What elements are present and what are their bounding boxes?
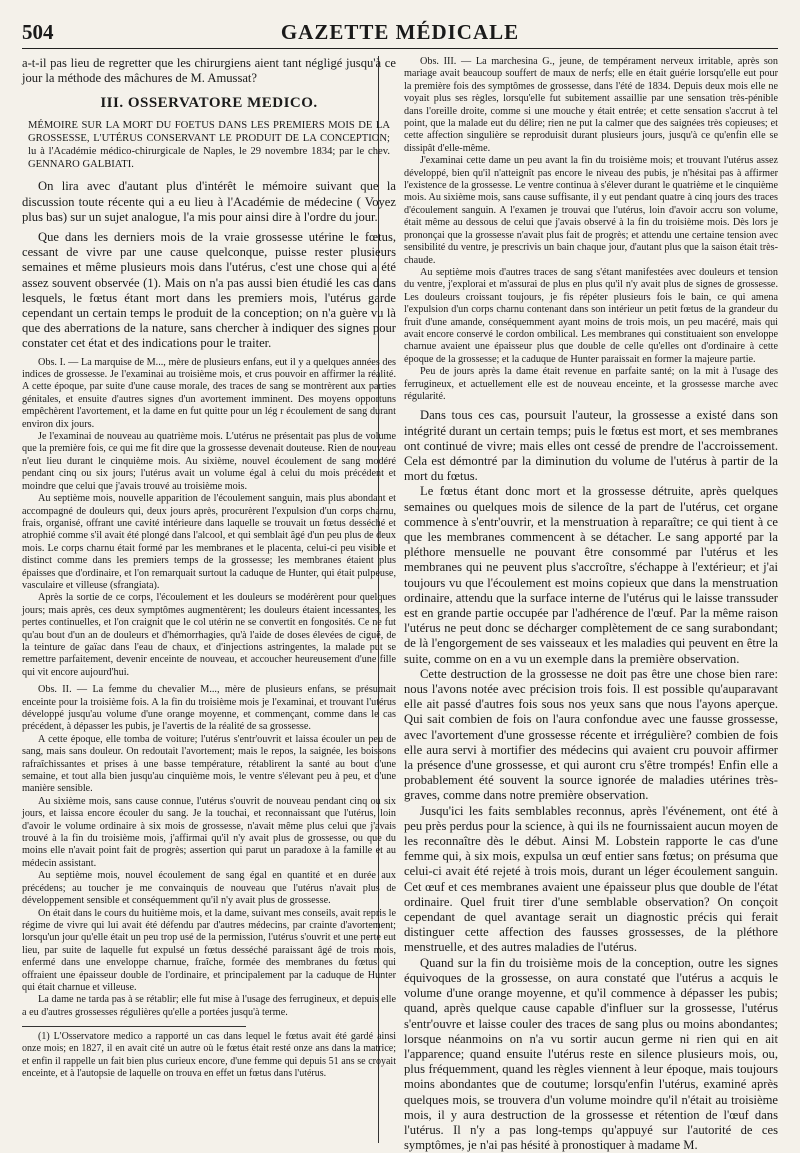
body-paragraph: On lira avec d'autant plus d'intérêt le mémoire suivant que la discussion toute récente qui a eu lieu à l'Académie de médecine ( Voyez plus bas) sur un sujet analogue, l'a mis pour ainsi dire à l'ordre du jour. <box>22 179 396 224</box>
footnote: (1) L'Osservatore medico a rapporté un cas dans lequel le fœtus avait été gardé ainsi onze mois; en 1827, il en avait cité un autre où le fœtus était resté onze ans dans la matrice; et enfin il rappelle un fait bien plus curieux encore, d'une femme qui depuis 51 ans se croyait enceinte, et à l'autopsie de laquelle on trouva en effet un fœtus dans l'utérus. <box>22 1031 396 1079</box>
body-paragraph: Cette destruction de la grossesse ne doit pas être une chose bien rare: nous l'avons notée avec précision trois fois. Il est possible qu'auparavant elle ait passé d'autres fois sous nos yeux sans que nous l'ayons aperçue. Qui sait combien de fois on l'aura confondue avec une fausse grossesse, avec l'avortement d'une grossesse récente et irrégulière? combien de fois elle aura servi à mortifier des médecins qui avaient cru pouvoir affirmer la présence d'une grossesse, et qui auront cru s'être trompés! Enfin elle a probablement été souvent la source ignorée de maladies utérines très-graves, comme dans notre première observation. <box>404 666 778 803</box>
observation-3: Au septième mois d'autres traces de sang s'étant manifestées avec douleurs et tension du ventre, j'explorai et m'assurai de plus en plus qu'il n'y avait plus de signes de grossesse. Les douleurs croissant toujours, je fis répéter plusieurs fois le bain, ce qui amena l'expulsion d'un corps charnu contenant dans son intérieur un petit fœtus de la grandeur du fruit d'une amande, conséquemment ayant moins de trois mois, un peu macéré, mais qui avait encore conservé le cordon ombilical. Les membranes qui constituaient son enveloppe charnue avaient une épaisseur plus que double de celle qu'elles ont d'ordinaire à cette époque de la grossesse; et la caduque de Hunter paraissait en former la majeure partie. <box>404 266 778 365</box>
body-paragraph: Dans tous ces cas, poursuit l'auteur, la grossesse a existé dans son intégrité durant un certain temps; puis le fœtus est mort, et ses membranes ont continué de vivre; mais elles ont cessé de prendre de l'accroissement. Cela est démontré par la diminution du volume de l'utérus à partir de la mort du fœtus. <box>404 408 778 484</box>
observation-1: Obs. I. — La marquise de M..., mère de plusieurs enfans, eut il y a quelques années des indices de grossesse. Je l'examinai au troisième mois, et crus pouvoir en affirmer la réalité. A cette époque, par suite d'une cause morale, des traces de sang se montrèrent aux parties génitales, et ensuite d'autres signes d'un avortement imminent. Des moyens opportuns empêchèrent l'avortement, et la dame en fut quitte pour un lég r écoulement de sang durant environ dix jours. <box>22 356 396 430</box>
observation-3: Peu de jours après la dame était revenue en parfaite santé; on la mit à l'usage des ferrugineux, et actuellement elle est de nouveau enceinte, et la grossesse marche avec régularité. <box>404 366 778 402</box>
section-title: III. OSSERVATORE MEDICO. <box>100 95 318 112</box>
observation-1: Après la sortie de ce corps, l'écoulement et les douleurs se modérèrent pour quelques jours; mais après, ces deux symptômes augmentèrent; les douleurs étaient incessantes, les pertes continuelles, et l'on craignit que le col utérin ne se convertit en fongosités. Ce ne fut qu'au bout d'un an de douleurs et d'hémorrhagies, qu'à l'aide de doses élevées de ciguë, de la teinture de gaïac dans l'eau de chaux, et d'injections astringentes, la malade put se remettre parfaitement, devenir enceinte de nouveau, et accoucher heureusement d'une fille qui vit encore aujourd'hui. <box>22 592 396 678</box>
intro-paragraph: a-t-il pas lieu de regretter que les chirurgiens aient tant négligé jusqu'à ce jour la méthode des mâchures de M. Amussat? <box>22 56 396 86</box>
footnote-rule <box>22 1026 246 1027</box>
observation-1: Je l'examinai de nouveau au quatrième mois. L'utérus ne présentait pas plus de volume que la première fois, ce qui me fit dire que la grossesse devenait douteuse. Rien de nouveau n'eut lieu durant le cinquième mois. Au sixième, nouvel écoulement de sang modéré pendant cinq ou six jours; l'utérus avait un volume égal à celui du mois précédent et moindre que celui que j'avais trouvé au troisième mois. <box>22 431 396 492</box>
body-paragraph: Que dans les derniers mois de la vraie grossesse utérine le fœtus, cessant de vivre par une cause quelconque, puisse rester plusieurs semaines et même plusieurs mois dans l'utérus, c'est une chose qui a été assez souvent observée (1). Mais on n'a pas aussi bien étudié les cas dans lesquels, le fœtus étant mort dans les premiers mois, l'utérus garde cependant un certain temps le produit de la conception; on n'a guère vu là que des aberrations de la nature, sans chercher à indiquer des signes pour constater cet état et des indications pour le traiter. <box>22 230 396 351</box>
left-column <box>22 56 396 1143</box>
body-paragraph: Le fœtus étant donc mort et la grossesse détruite, après quelques semaines ou quelques mois de silence de la part de l'utérus, cet organe commence à s'entr'ouvrir, et la menstruation à reparaître; ce qui tient à ce que les membranes commencent à se détacher. Le sang apporté par la pléthore mensuelle ne pouvant être consommé par l'utérus et les membranes qui ne peuvent plus s'accroître, s'échappe à l'extérieur; et j'ai toujours vu que l'écoulement est moins copieux que dans la menstruation ordinaire, attendu que la surface interne de l'utérus qui le laisse transsuder est en grande partie occupée par l'adhérence de l'œuf. Par la même raison l'utérus ne peut donc se décharger complètement de ce sang surabondant; de là l'engorgement de ses vaisseaux et les maladies qui peuvent en être la suite, comme on en a vu un exemple dans la première observation. <box>404 484 778 666</box>
observation-2: Au sixième mois, sans cause connue, l'utérus s'ouvrit de nouveau pendant cinq ou six jours, et laissa encore écouler du sang. Je la touchai, et reconnaissant que l'utérus, loin d'avoir le volume ordinaire à six mois de grossesse, n'avait même plus celui que j'avais trouvé à la fin du troisième mois, j'affirmai qu'il n'y avait plus de grossesse, ou que du moins elle n'avait point fait de progrès; assertion qui parut un paradoxe à la famille et au médecin assistant. <box>22 795 396 869</box>
running-header <box>22 14 778 49</box>
memoire-title: MÉMOIRE SUR LA MORT DU FOETUS DANS LES PREMIERS MOIS DE LA GROSSESSE, L'UTÉRUS CONSERVANT LE PRODUIT DE LA CONCEPTION; lu à l'Académie médico-chirurgicale de Naples, le 29 novembre 1834; par le chev. GENNARO GALBIATI. <box>28 120 390 171</box>
page-number: 504 <box>22 20 54 44</box>
observation-2: On était dans le cours du huitième mois, et la dame, suivant mes conseils, avait repris le régime de vivre qui lui avait été défendu par d'autres médecins, par crainte d'avortement; lorsqu'un jour qu'elle était un peu trop usé de la permission, l'utérus s'ouvrit et une perte eut lieu, par suite de laquelle fut expulsé un fœtus desséché paraissant âgé de trois mois, enfermé dans une enveloppe charnue, fraîche, formée des membranes du fœtus qui offraient une épaisseur double de l'ordinaire, et principalement par la caduque de Hunter qui était charnue et villeuse. <box>22 907 396 993</box>
observation-3: J'examinai cette dame un peu avant la fin du troisième mois; et trouvant l'utérus assez développé, bien qu'il n'atteignît pas encore le niveau des pubis, je n'hésitai pas à affirmer l'existence de la grossesse. Le ventre continua à s'élever durant le quatrième et le cinquième mois. Au sixième mois, sans cause suffisante, il y eut pendant quatre à cinq jours des traces d'écoulement sanguin. A l'examen je trouvai que l'utérus, loin d'avoir accru son volume, était même au dessous de celui que j'avais observé à la fin du troisième mois. Dès lors je prononçai que la grossesse n'avait plus fait de progrès; et attendu une certaine tension avec sensibilité du ventre, je prescrivis un bain chaque jour, d'autant plus que la saison était très-chaude. <box>404 155 778 266</box>
observation-1: Au septième mois, nouvelle apparition de l'écoulement sanguin, mais plus abondant et accompagné de douleurs qui, deux jours après, procurèrent l'expulsion d'un corps charnu, frais, organisé, offrant une cavité intérieure dans laquelle se trouvait un fœtus desséché et atrophié comme s'il avait été plongé dans l'alcool, et qui semblait âgé d'un peu plus de deux mois. Le corps charnu était formé par les membranes et le placenta, celui-ci peu visible et distinct comme dans les premiers temps de la grossesse; les membranes étaient plus épaisses que d'ordinaire, et l'on remarquait surtout la caduque de Hunter, qui était pulpeuse, vasculaire et villeuse (sfrangiata). <box>22 493 396 591</box>
right-column <box>404 56 778 1153</box>
observation-2: La dame ne tarda pas à se rétablir; elle fut mise à l'usage des ferrugineux, et depuis elle a eu d'autres grossesses régulières qu'elle a portées jusqu'à terme. <box>22 994 396 1018</box>
observation-2: A cette époque, elle tomba de voiture; l'utérus s'entr'ouvrit et laissa écouler un peu de sang, mais sans douleur. On redoutait l'avortement; mais le repos, la saignée, les boissons rafraîchissantes et prises à une basse température, rétablirent la santé au bout d'une semaine, et tout alla bien jusqu'au cinquième mois, le ventre s'élevant peu à peu, et d'une manière sensible. <box>22 733 396 795</box>
body-paragraph: Jusqu'ici les faits semblables reconnus, après l'événement, ont été à peu près perdus pour la science, à qui ils ne fournissaient aucun moyen de les reconnaître dès le début. Ainsi M. Lobstein rapporte le cas d'une femme qui, à six mois, expulsa un œuf entier sans fœtus; on présuma que celui-ci avait été rejeté à trois mois, durant un léger écoulement sanguin. Cet œuf et ces membranes avaient une épaisseur plus que double de l'état ordinaire. Quel fruit tirer d'une semblable observation? On conçoit cependant de quel avantage serait un diagnostic précis qui ferait distinguer cette affection des fausses grossesses, de la pléthore menstruelle, et des autres maladies de l'utérus. <box>404 803 778 955</box>
body-paragraph: Quand sur la fin du troisième mois de la conception, outre les signes équivoques de la grossesse, on aura constaté que l'utérus a acquis le volume d'une orange moyenne, et qu'il commence à dépasser les pubis; quand, après quelque cause capable d'influer sur la grossesse, l'utérus s'entr'ouvre et laisse couler des traces de sang plus ou moins abondantes; lorsque néanmoins on n'a vu sortir aucun germe ni rien qui en ait l'apparence; quand ensuite l'utérus reste en silence plusieurs mois, ou, plus fréquemment, quand les règles viennent à leur époque, mais toujours moins abondantes que de coutume; lorsqu'enfin l'utérus, examiné après quelques mois, se trouvera d'un volume moindre qu'il n'était au troisième mois, il y aura destruction de la grossesse et rétention de l'œuf dans l'utérus. Il n'y a pas long-temps qu'appuyé sur l'autorité de ces symptômes, je n'ai pas hésité à pronostiquer à madame M. <box>404 955 778 1153</box>
observation-2: Obs. II. — La femme du chevalier M..., mère de plusieurs enfans, se présumait enceinte pour la troisième fois. A la fin du troisième mois je l'examinai, et trouvant l'utérus développé jusqu'au volume d'une orange moyenne, et commençant, comme dans le cas précédent, à dépasser les pubis, je l'avertis de la réalité de sa grossesse. <box>22 684 396 733</box>
observation-2: Au septième mois, nouvel écoulement de sang égal en quantité et en durée aux précédens; au toucher je me convainquis de nouveau que l'utérus n'avait plus de développement sensible et conséquemment qu'il n'y avait plus de grossesse. <box>22 870 396 907</box>
observation-3: Obs. III. — La marchesina G., jeune, de tempérament nerveux irritable, après son mariage avait beaucoup souffert de maux de nerfs; elle en était guérie lorsqu'elle eut pour la première fois des symptômes de grossesse, dans l'été de 1834. Depuis deux mois elle ne voyait plus ses règles, lorsqu'elle fut subitement assaillie par une sensation très-pénible dans l'oreille droite, comme si une mouche y était entrée; et cette sensation s'accrut à tel point, que la malade eut du délire; rien ne put la calmer que des saignées très copieuses; et cette affection singulière se reproduisit durant plusieurs jours, jusqu'à ce qu'enfin elle se dissipât d'elle-même. <box>404 56 778 154</box>
running-title: GAZETTE MÉDICALE <box>280 20 520 44</box>
